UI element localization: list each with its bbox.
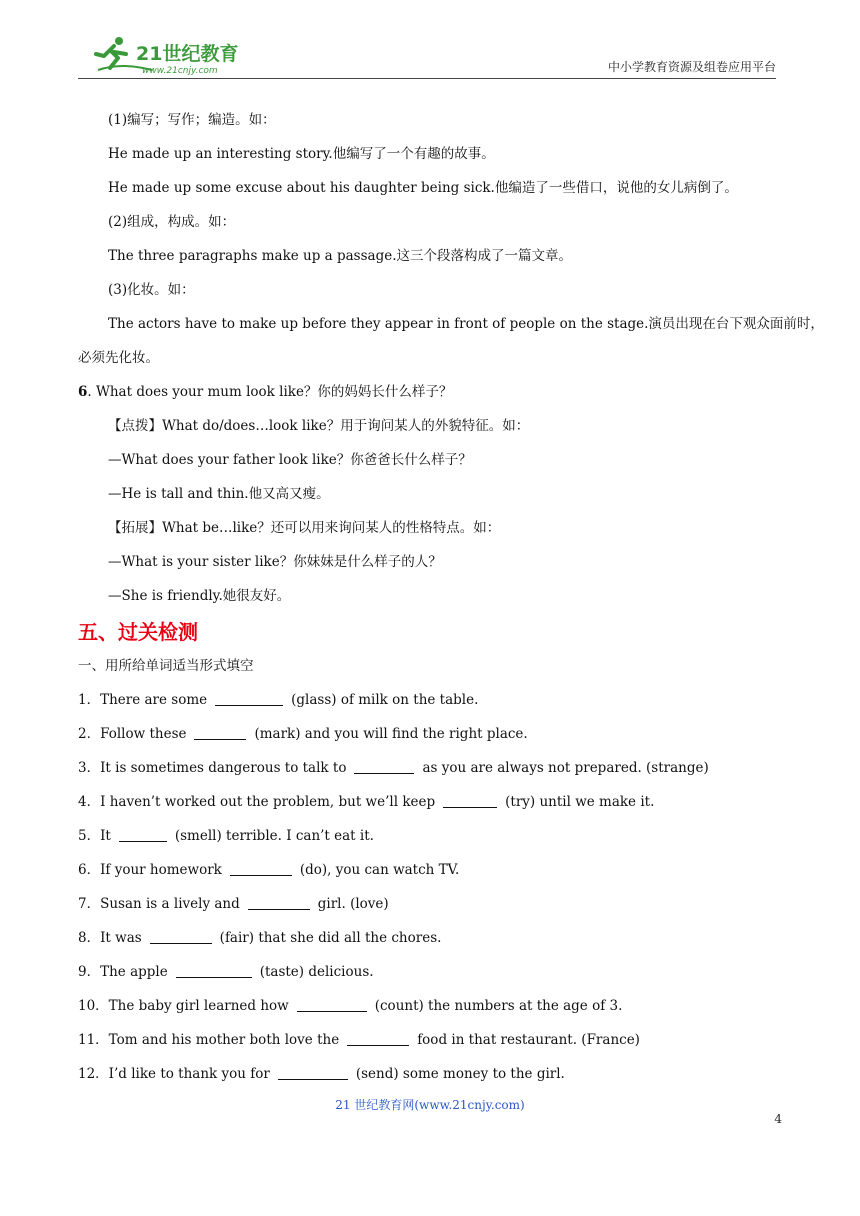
exercise-prompt: 6．If your homework bbox=[78, 862, 222, 878]
exercise-item bbox=[78, 928, 778, 948]
exercise-item bbox=[78, 1064, 778, 1084]
exercise-hint: (smell) terrible. I can’t eat it. bbox=[174, 828, 374, 844]
footer-site-link[interactable]: 21 世纪教育网(www.21cnjy.com) bbox=[335, 1098, 525, 1112]
exercise-item bbox=[78, 996, 778, 1016]
question-text: . What does your mum look like？你的妈妈长什么样子？ bbox=[87, 384, 453, 400]
exercise-prompt: 1．There are some bbox=[78, 692, 208, 708]
question-number: 6 bbox=[78, 384, 88, 400]
note-line: He made up some excuse about his daughter being sick.他编造了一些借口，说他的女儿病倒了。 bbox=[108, 180, 738, 196]
header-platform-text: 中小学教育资源及组卷应用平台 bbox=[607, 60, 776, 74]
exercise-hint: (count) the numbers at the age of 3. bbox=[374, 998, 623, 1014]
note-line: 必须先化妆。 bbox=[78, 350, 159, 366]
logo-21cnjy bbox=[92, 34, 262, 76]
exercise-prompt: 2．Follow these bbox=[78, 726, 187, 742]
exercise-item bbox=[78, 690, 778, 710]
note-line: —She is friendly.她很友好。 bbox=[108, 588, 291, 604]
exercise-hint: girl. (love) bbox=[317, 896, 389, 912]
answer-blank[interactable] bbox=[443, 794, 497, 808]
answer-blank[interactable] bbox=[354, 760, 414, 774]
question-6 bbox=[78, 382, 778, 402]
answer-blank[interactable] bbox=[297, 998, 367, 1012]
exercise-prompt: 9．The apple bbox=[78, 964, 168, 980]
note-line: (2)组成，构成。如： bbox=[108, 214, 236, 230]
note-line: 【拓展】What be…like？还可以用来询问某人的性格特点。如： bbox=[108, 520, 501, 536]
svg-text:21世纪教育: 21世纪教育 bbox=[136, 43, 239, 65]
section-title: 五、过关检测 bbox=[78, 620, 198, 644]
answer-blank[interactable] bbox=[215, 692, 283, 706]
exercise-hint: (try) until we make it. bbox=[505, 794, 655, 810]
exercise-prompt: 10．The baby girl learned how bbox=[78, 998, 289, 1014]
note-line: —What is your sister like？你妹妹是什么样子的人？ bbox=[108, 554, 442, 570]
answer-blank[interactable] bbox=[150, 930, 212, 944]
note-line: (1)编写；写作；编造。如： bbox=[108, 112, 276, 128]
section-subtitle: 一、用所给单词适当形式填空 bbox=[78, 658, 254, 674]
exercise-prompt: 5．It bbox=[78, 828, 111, 844]
exercise-prompt: 7．Susan is a lively and bbox=[78, 896, 240, 912]
answer-blank[interactable] bbox=[194, 726, 246, 740]
exercise-list bbox=[78, 690, 778, 1084]
exercise-hint: (glass) of milk on the table. bbox=[291, 692, 479, 708]
exercise-item bbox=[78, 758, 778, 778]
exercise-hint: (fair) that she did all the chores. bbox=[219, 930, 442, 946]
exercise-item bbox=[78, 826, 778, 846]
answer-blank[interactable] bbox=[230, 862, 292, 876]
exercise-hint: (do), you can watch TV. bbox=[299, 862, 460, 878]
exercise-item bbox=[78, 860, 778, 880]
answer-blank[interactable] bbox=[176, 964, 252, 978]
answer-blank[interactable] bbox=[347, 1032, 409, 1046]
note-line: The three paragraphs make up a passage.这三个段落构成了一篇文章。 bbox=[108, 248, 573, 264]
exercise-prompt: 8．It was bbox=[78, 930, 142, 946]
note-line: (3)化妆。如： bbox=[108, 282, 195, 298]
svg-text:www.21cnjy.com: www.21cnjy.com bbox=[142, 66, 218, 76]
exercise-prompt: 4．I haven’t worked out the problem, but we’ll keep bbox=[78, 794, 436, 810]
note-line: He made up an interesting story.他编写了一个有趣的故事。 bbox=[108, 146, 495, 162]
exercise-item bbox=[78, 962, 778, 982]
note-line: —What does your father look like？你爸爸长什么样子？ bbox=[108, 452, 472, 468]
exercise-prompt: 12．I’d like to thank you for bbox=[78, 1066, 270, 1082]
exercise-hint: food in that restaurant. (France) bbox=[417, 1032, 640, 1048]
answer-blank[interactable] bbox=[248, 896, 310, 910]
exercise-item bbox=[78, 792, 778, 812]
answer-blank[interactable] bbox=[119, 828, 167, 842]
exercise-item bbox=[78, 894, 778, 914]
exercise-prompt: 3．It is sometimes dangerous to talk to bbox=[78, 760, 347, 776]
note-line: The actors have to make up before they appear in front of people on the stage.演员出现在台下观众面前时， bbox=[108, 316, 824, 332]
exercise-item bbox=[78, 724, 778, 744]
exercise-hint: (send) some money to the girl. bbox=[355, 1066, 565, 1082]
exercise-hint: (mark) and you will find the right place. bbox=[254, 726, 528, 742]
note-line: —He is tall and thin.他又高又瘦。 bbox=[108, 486, 330, 502]
exercise-hint: (taste) delicious. bbox=[259, 964, 374, 980]
note-line: 【点拨】What do/does…look like？用于询问某人的外貌特征。如： bbox=[108, 418, 530, 434]
page-content bbox=[78, 108, 824, 1084]
exercise-prompt: 11．Tom and his mother both love the bbox=[78, 1032, 340, 1048]
exercise-hint: as you are always not prepared. (strange) bbox=[422, 760, 709, 776]
page-number: 4 bbox=[774, 1112, 782, 1126]
page-header bbox=[78, 30, 776, 79]
answer-blank[interactable] bbox=[278, 1066, 348, 1080]
exercise-item bbox=[78, 1030, 778, 1050]
